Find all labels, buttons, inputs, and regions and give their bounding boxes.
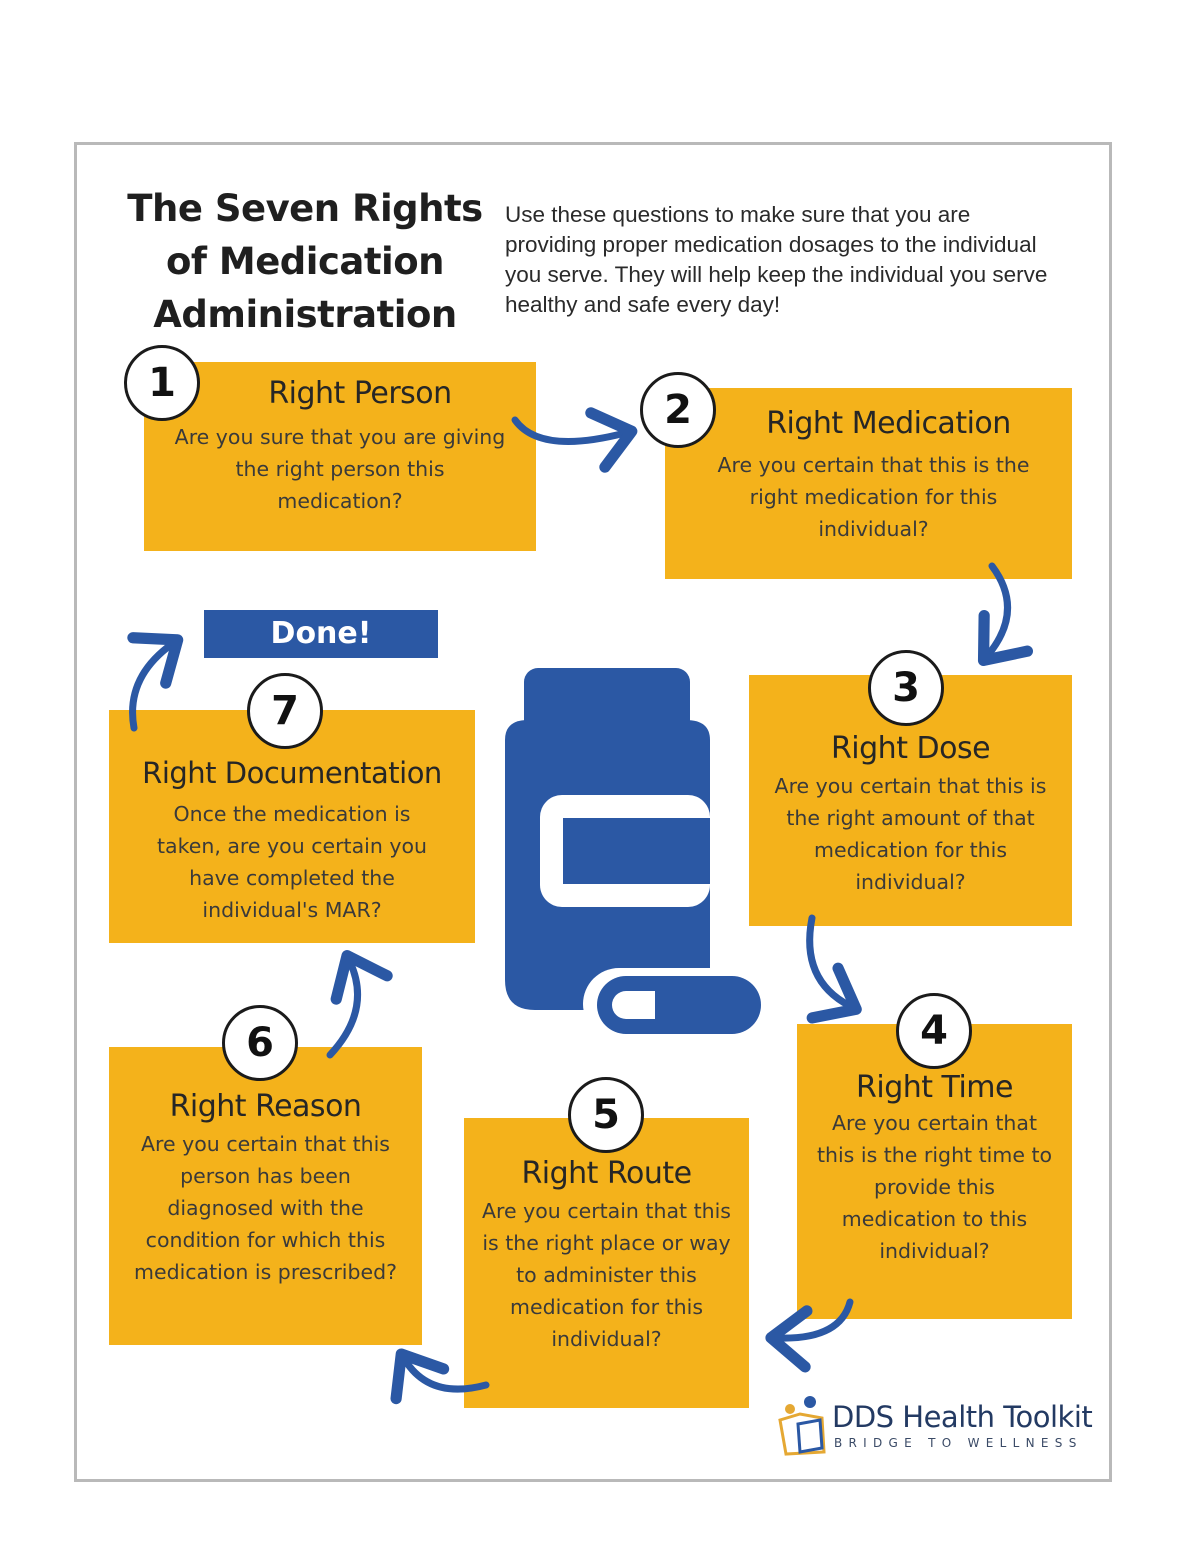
step-number-badge: 6 bbox=[222, 1005, 298, 1081]
arrow-1-to-2 bbox=[515, 420, 625, 441]
step-heading: Right Documentation bbox=[142, 756, 442, 790]
step-number-badge: 1 bbox=[124, 345, 200, 421]
step-question: Are you certain that this is the right medication for this individual? bbox=[717, 453, 1030, 541]
step-question: Are you sure that you are giving the right person this medication? bbox=[174, 425, 506, 513]
step-number-badge: 2 bbox=[640, 372, 716, 448]
step-number-badge: 3 bbox=[868, 650, 944, 726]
logo-tagline: BRIDGE TO WELLNESS bbox=[834, 1436, 1083, 1450]
step-heading: Right Reason bbox=[169, 1089, 362, 1124]
step-number-badge: 7 bbox=[247, 673, 323, 749]
dds-logo-icon bbox=[780, 1396, 824, 1454]
step-heading: Right Route bbox=[521, 1156, 692, 1191]
step-question: Are you certain that this is the right amount of that medication for this individual? bbox=[774, 774, 1047, 894]
poster-title: The Seven Rights of Medication Administration bbox=[127, 187, 483, 336]
step-heading: Right Dose bbox=[830, 731, 991, 766]
capsule-icon bbox=[583, 968, 769, 1040]
step-number-badge: 4 bbox=[896, 993, 972, 1069]
step-heading: Right Person bbox=[268, 376, 452, 411]
intro-text: Use these questions to make sure that you are providing proper medication dosages to the individual you serve. They will help keep the individual you serve healthy and safe every day! bbox=[505, 202, 1048, 317]
step-number-badge: 5 bbox=[568, 1077, 644, 1153]
logo-name: DDS Health Toolkit bbox=[832, 1400, 1093, 1434]
step-question: Are you certain that this is the right time to provide this medication to this individual? bbox=[816, 1111, 1053, 1263]
arrow-4-to-5 bbox=[778, 1302, 850, 1338]
pill-bottle-icon bbox=[505, 668, 710, 1010]
step-heading: Right Time bbox=[856, 1070, 1013, 1105]
step-heading: Right Medication bbox=[766, 406, 1011, 441]
arrow-5-to-6 bbox=[405, 1360, 486, 1389]
arrow-7-to-done bbox=[133, 644, 172, 728]
done-banner: Done! bbox=[204, 610, 438, 658]
arrow-6-to-7 bbox=[330, 962, 358, 1055]
step-question: Are you certain that this is the right place or way to administer this medication for this individual? bbox=[482, 1199, 731, 1351]
step-question: Are you certain that this person has been diagnosed with the condition for which this medication is prescribed? bbox=[134, 1132, 397, 1284]
step-question: Once the medication is taken, are you certain you have completed the individual's MAR? bbox=[156, 802, 427, 922]
arrow-3-to-4 bbox=[810, 918, 850, 1006]
arrow-2-to-3 bbox=[988, 566, 1008, 655]
